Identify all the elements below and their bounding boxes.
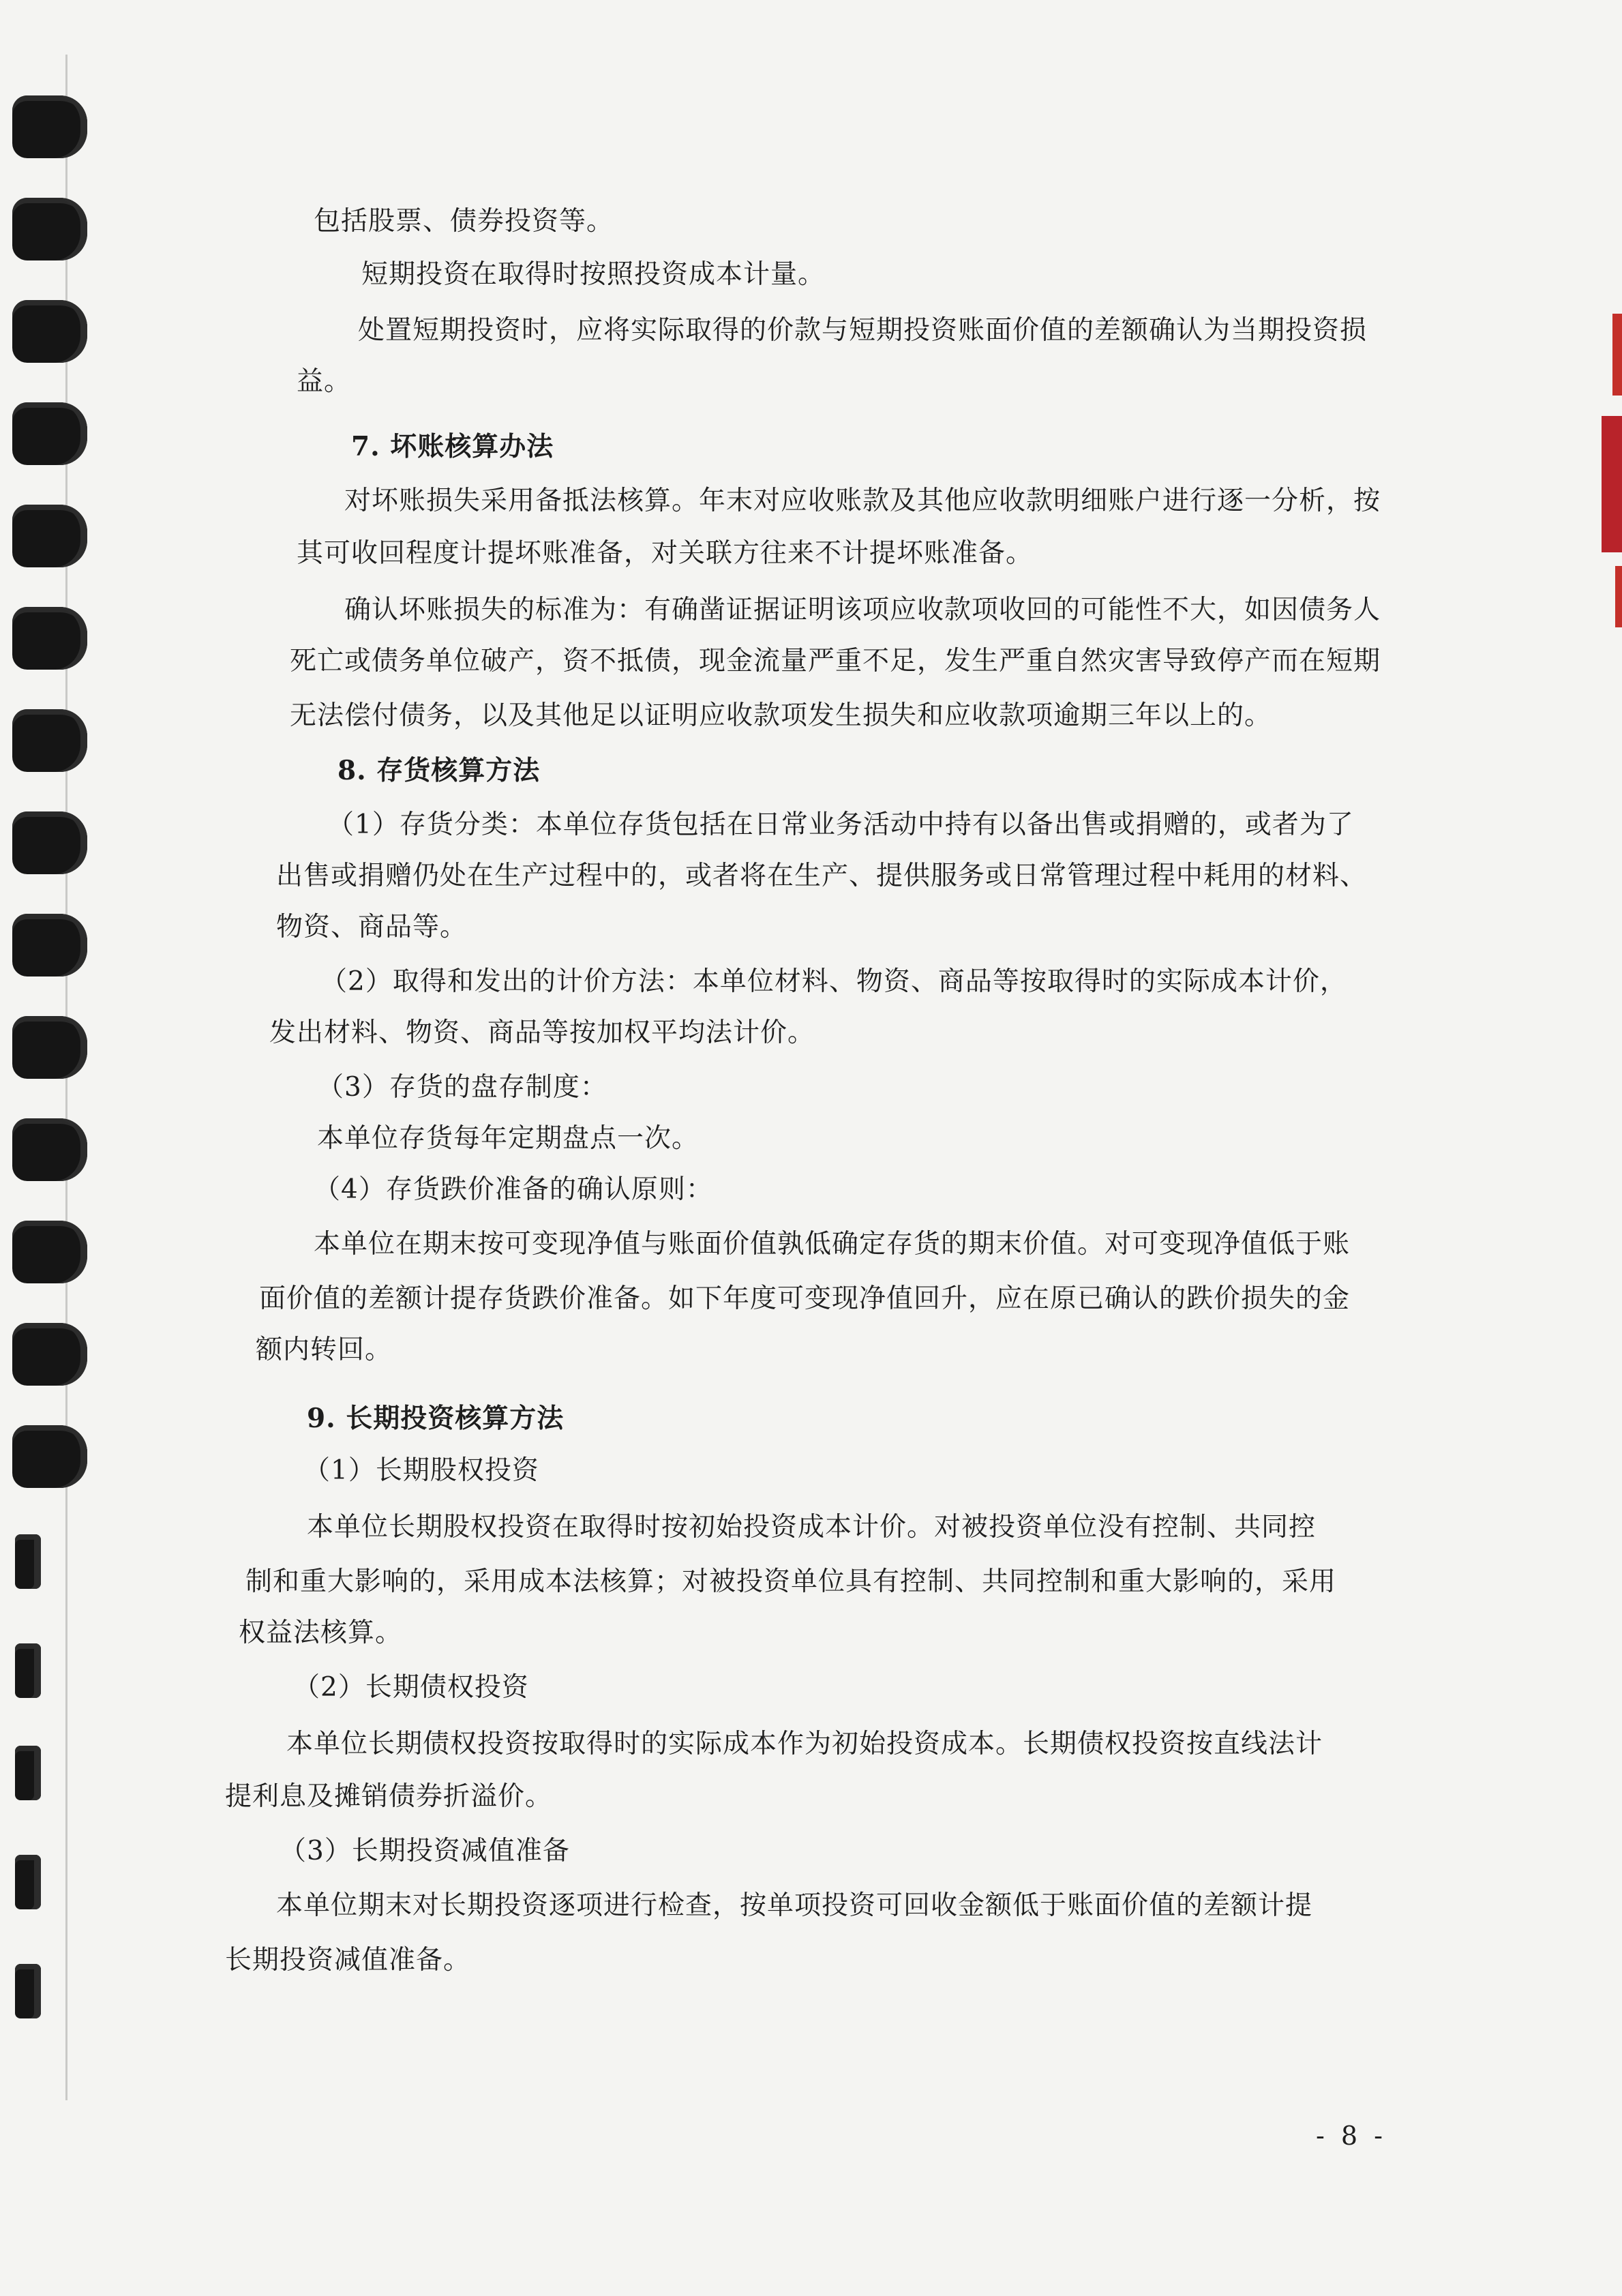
- binding-ring-icon: [12, 607, 87, 670]
- paragraph-line: （3）长期投资减值准备: [280, 1836, 570, 1866]
- paragraph-line: （2）取得和发出的计价方法：本单位材料、物资、商品等按取得时的实际成本计价，: [320, 966, 1347, 997]
- paragraph-line: 对坏账损失采用备抵法核算。年末对应收账款及其他应收款明细账户进行逐一分析，按: [344, 486, 1381, 516]
- paragraph-line: 物资、商品等。: [276, 912, 468, 942]
- paragraph-line: 确认坏账损失的标准为：有确凿证据证明该项应收款项收回的可能性不大，如因债务人: [344, 595, 1381, 625]
- binding-ring-icon: [15, 1643, 41, 1698]
- paragraph-line: （3）存货的盘存制度：: [317, 1072, 607, 1103]
- section-heading-long-term-investment: 9. 长期投资核算方法: [307, 1403, 565, 1434]
- paragraph-line: 长期投资减值准备。: [225, 1945, 471, 1976]
- paragraph-line: 无法偿付债务，以及其他足以证明应收款项发生损失和应收款项逾期三年以上的。: [290, 700, 1272, 731]
- paragraph-line: 短期投资在取得时按照投资成本计量。: [361, 259, 826, 290]
- paragraph-line: 出售或捐赠仍处在生产过程中的，或者将在生产、提供服务或日常管理过程中耗用的材料、: [276, 861, 1368, 891]
- binding-ring-icon: [12, 95, 87, 158]
- paragraph-line: 本单位在期末按可变现净值与账面价值孰低确定存货的期末价值。对可变现净值低于账: [314, 1229, 1351, 1259]
- red-edge-mark: [1595, 314, 1622, 641]
- binding-ring-icon: [12, 505, 87, 567]
- paragraph-line: 益。: [297, 366, 352, 397]
- binding-ring-icon: [12, 709, 87, 772]
- spiral-binding: [0, 55, 109, 2203]
- binding-ring-icon: [12, 198, 87, 260]
- paragraph-line: 其可收回程度计提坏账准备，对关联方往来不计提坏账准备。: [297, 538, 1034, 569]
- binding-ring-icon: [12, 300, 87, 363]
- paragraph-line: 本单位存货每年定期盘点一次。: [317, 1123, 700, 1154]
- binding-ring-icon: [12, 811, 87, 874]
- paragraph-line: 包括股票、债券投资等。: [314, 206, 614, 237]
- paragraph-line: （1）存货分类：本单位存货包括在日常业务活动中持有以备出售或捐赠的，或者为了: [327, 809, 1354, 840]
- paragraph-line: 面价值的差额计提存货跌价准备。如下年度可变现净值回升，应在原已确认的跌价损失的金: [259, 1283, 1351, 1314]
- paragraph-line: （2）长期债权投资: [293, 1672, 529, 1703]
- paragraph-line: 制和重大影响的，采用成本法核算；对被投资单位具有控制、共同控制和重大影响的，采用: [245, 1566, 1337, 1597]
- paragraph-line: （4）存货跌价准备的确认原则：: [314, 1174, 713, 1205]
- binding-ring-icon: [15, 1855, 41, 1909]
- binding-ring-icon: [12, 402, 87, 465]
- paragraph-line: 发出材料、物资、商品等按加权平均法计价。: [269, 1017, 815, 1048]
- binding-ring-icon: [15, 1746, 41, 1800]
- paragraph-line: 本单位长期股权投资在取得时按初始投资成本计价。对被投资单位没有控制、共同控: [307, 1512, 1317, 1542]
- binding-ring-icon: [12, 1016, 87, 1079]
- binding-ring-icon: [12, 1425, 87, 1488]
- paragraph-line: 提利息及摊销债券折溢价。: [225, 1781, 553, 1812]
- paragraph-line: （1）长期股权投资: [303, 1455, 539, 1486]
- section-heading-bad-debt: 7. 坏账核算办法: [351, 431, 554, 462]
- paragraph-line: 死亡或债务单位破产，资不抵债，现金流量严重不足，发生严重自然灾害导致停产而在短期: [290, 646, 1381, 676]
- binding-ring-icon: [12, 1221, 87, 1283]
- paragraph-line: 权益法核算。: [239, 1617, 403, 1648]
- binding-ring-icon: [15, 1534, 41, 1589]
- binding-ring-icon: [12, 1323, 87, 1386]
- page-number: - 8 -: [1316, 2121, 1387, 2151]
- paragraph-line: 额内转回。: [256, 1335, 393, 1365]
- binding-ring-icon: [12, 1118, 87, 1181]
- paragraph-line: 处置短期投资时，应将实际取得的价款与短期投资账面价值的差额确认为当期投资损: [358, 315, 1368, 346]
- binding-ring-icon: [12, 914, 87, 976]
- paragraph-line: 本单位长期债权投资按取得时的实际成本作为初始投资成本。长期债权投资按直线法计: [286, 1729, 1323, 1759]
- paragraph-line: 本单位期末对长期投资逐项进行检查，按单项投资可回收金额低于账面价值的差额计提: [276, 1890, 1313, 1921]
- section-heading-inventory: 8. 存货核算方法: [337, 755, 541, 786]
- binding-ring-icon: [15, 1964, 41, 2018]
